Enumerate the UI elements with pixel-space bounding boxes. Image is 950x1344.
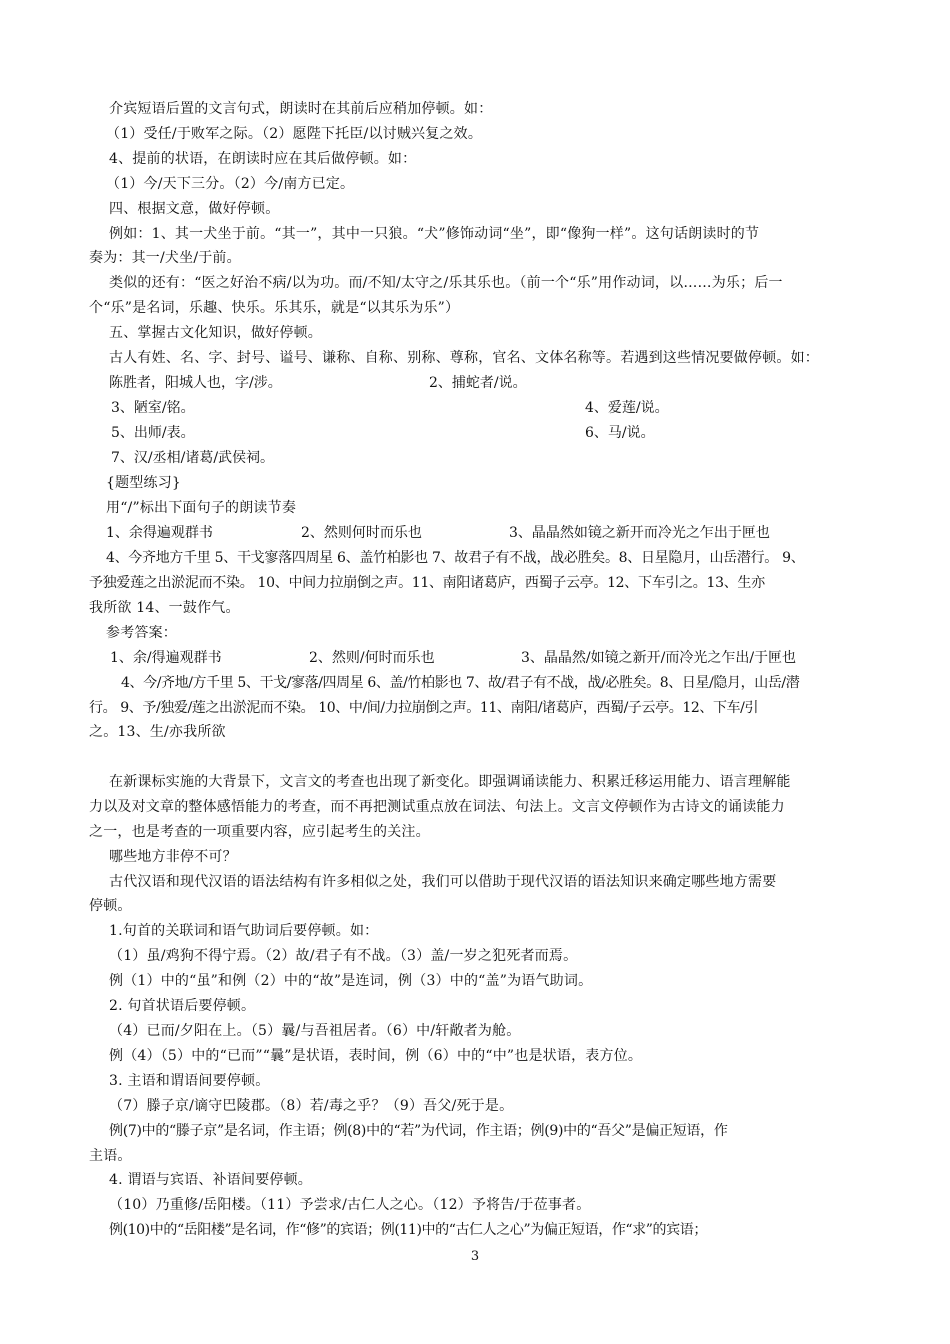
practice-line: 我所欲 14、一鼓作气。	[89, 600, 240, 616]
answers-heading: 参考答案：	[106, 625, 177, 641]
text-line: （1）受任/于败军之际。（2）愿陛下托臣/以讨贼兴复之效。	[106, 126, 483, 142]
text-line: 古代汉语和现代汉语的语法结构有许多相似之处，我们可以借助于现代汉语的语法知识来确定哪些地方需要	[109, 874, 777, 890]
example-item: 5、出师/表。	[111, 425, 195, 441]
text-line: 3. 主语和谓语间要停顿。	[109, 1073, 270, 1089]
practice-heading: {题型练习}	[106, 475, 182, 491]
text-line: 哪些地方非停不可？	[109, 849, 237, 865]
text-line: 例(10)中的“岳阳楼”是名词，作“修”的宾语；例(11)中的“古仁人之心”为偏正短语，作“求”的宾语；	[109, 1222, 707, 1238]
text-line: 力以及对文章的整体感悟能力的考查，而不再把测试重点放在词法、句法上。文言文停顿作为古诗文的诵读能力	[89, 799, 785, 815]
example-item: 4、爱莲/说。	[585, 400, 669, 416]
text-line: （10）乃重修/岳阳楼。（11）予尝求/古仁人之心。（12）予将告/于莅事者。	[109, 1197, 591, 1213]
answer-item: 2、然则/何时而乐也	[309, 650, 435, 666]
text-line: 4、提前的状语，在朗读时应在其后做停顿。如：	[109, 151, 417, 167]
answer-line: 行。 9、予/独爱/莲之出淤泥而不染。 10、中/间/力拉崩倒之声。11、南阳/诸葛庐，西蜀/子云亭。12、下车/引	[89, 700, 759, 716]
text-line: 在新课标实施的大背景下，文言文的考查也出现了新变化。即强调诵读能力、积累迁移运用能力、语言理解能	[109, 774, 791, 790]
practice-line: 予独爱莲之出淤泥而不染。 10、中间力拉崩倒之声。11、南阳诸葛庐，西蜀子云亭。12、下车引之。13、生亦	[89, 575, 765, 591]
practice-item: 1、余得遍观群书	[106, 525, 213, 541]
answer-item: 1、余/得遍观群书	[110, 650, 222, 666]
text-line: 类似的还有：“医之好治不病/以为功。而/不知/太守之/乐其乐也。（前一个“乐”用作动词，以……为乐；后一	[109, 275, 783, 291]
practice-line: 4、今齐地方千里 5、干戈寥落四周星 6、盖竹柏影也 7、故君子有不战，战必胜矣。8、日星隐月，山岳潜行。 9、	[106, 550, 805, 566]
text-line: 2. 句首状语后要停顿。	[109, 998, 256, 1014]
text-line: 例（1）中的“虽”和例（2）中的“故”是连词，例（3）中的“盖”为语气助词。	[109, 973, 593, 989]
text-line: 主语。	[89, 1148, 132, 1164]
text-line: 介宾短语后置的文言句式，朗读时在其前后应稍加停顿。如：	[109, 101, 493, 117]
text-line: （4）已而/夕阳在上。（5）曩/与吾祖居者。（6）中/轩敞者为舱。	[109, 1023, 521, 1039]
section-heading: 五、掌握古文化知识，做好停顿。	[109, 325, 322, 341]
example-item: 3、陋室/铭。	[111, 400, 195, 416]
answer-line: 之。13、生/亦我所欲	[89, 724, 226, 740]
text-line: 例(7)中的“滕子京”是名词，作主语；例(8)中的“若”为代词，作主语；例(9)中的“吾父”是偏正短语，作	[109, 1123, 728, 1139]
example-item: 陈胜者，阳城人也，字/涉。	[109, 375, 282, 391]
text-line: 之一，也是考查的一项重要内容，应引起考生的关注。	[89, 824, 430, 840]
answer-line: 4、今/齐地/方千里 5、干戈/寥落/四周星 6、盖/竹柏影也 7、故/君子有不战，战/必胜矣。8、日星/隐月，山岳/潜	[121, 675, 800, 691]
example-item: 2、捕蛇者/说。	[429, 375, 527, 391]
text-line: 停顿。	[89, 898, 132, 914]
practice-item: 3、晶晶然如镜之新开而冷光之乍出于匣也	[509, 525, 770, 541]
text-line: 例如：1、其一犬坐于前。“其一”，其中一只狼。“犬”修饰动词“坐”，即“像狗一样”。这句话朗读时的节	[109, 226, 760, 242]
example-item: 7、汉/丞相/诸葛/武侯祠。	[111, 450, 275, 466]
text-line: （7）滕子京/谪守巴陵郡。（8）若/毒之乎？（9）吾父/死于是。	[109, 1098, 514, 1114]
text-line: 个“乐”是名词，乐趣、快乐。乐其乐，就是“以其乐为乐”）	[89, 300, 460, 316]
text-line: （1）虽/鸡狗不得宁焉。（2）故/君子有不战。（3）盖/一岁之犯死者而焉。	[109, 948, 578, 964]
text-line: 例（4）（5）中的“已而”“曩”是状语，表时间，例（6）中的“中”也是状语，表方位。	[109, 1048, 643, 1064]
example-item: 6、马/说。	[585, 425, 655, 441]
text-line: 奏为：其一/犬坐/于前。	[89, 250, 241, 266]
answer-item: 3、晶晶然/如镜之新开/而冷光之乍出/于匣也	[521, 650, 797, 666]
text-line: 4. 谓语与宾语、补语间要停顿。	[109, 1172, 313, 1188]
text-line: 四、根据文意，做好停顿。	[109, 201, 280, 217]
text-line: 古人有姓、名、字、封号、谥号、谦称、自称、别称、尊称，官名、文体名称等。若遇到这些情况要做停顿。如：	[109, 350, 819, 366]
text-line: （1）今/天下三分。（2）今/南方已定。	[106, 176, 355, 192]
page-number: 3	[470, 1249, 480, 1264]
text-line: 1.句首的关联词和语气助词后要停顿。如：	[109, 923, 379, 939]
practice-instruction: 用“/”标出下面句子的朗读节奏	[106, 500, 297, 516]
practice-item: 2、然则何时而乐也	[301, 525, 422, 541]
